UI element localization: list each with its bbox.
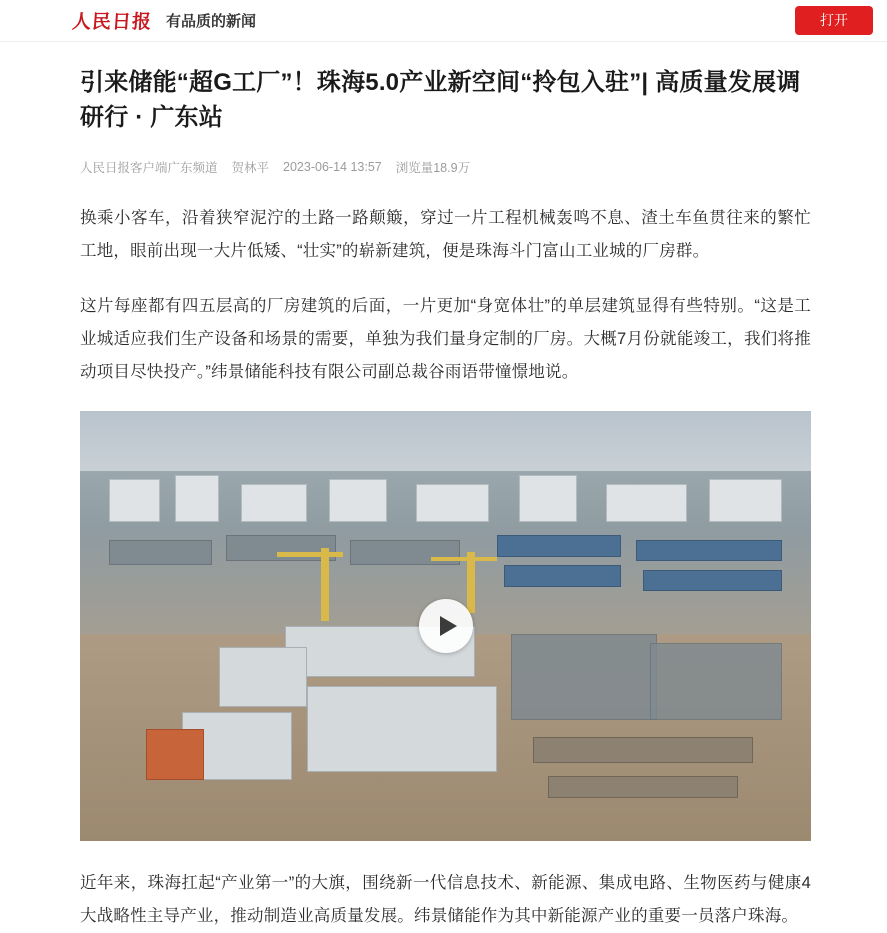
brand-logo[interactable] bbox=[72, 7, 152, 34]
article-body-after-video bbox=[80, 867, 811, 933]
video-factory-block bbox=[497, 535, 621, 557]
page-title: 引来储能“超G工厂”！珠海5.0产业新空间“拎包入驻”| 高质量发展调研行 · 广东站 bbox=[80, 69, 801, 131]
video-building bbox=[329, 479, 387, 522]
paragraph: 换乘小客车，沿着狭窄泥泞的土路一路颠簸，穿过一片工程机械轰鸣不息、渣土车鱼贯往来的繁忙工地，眼前出现一大片低矮、“壮实”的崭新建筑，便是珠海斗门富山工业城的厂房群。 bbox=[80, 208, 811, 260]
video-material-stack bbox=[533, 737, 752, 763]
video-warehouse-roof bbox=[307, 686, 497, 772]
video-material-stack bbox=[548, 776, 738, 798]
brand-slogan: 有品质的新闻 bbox=[166, 13, 257, 30]
video-factory-block bbox=[350, 540, 460, 566]
meta-views: 浏览量18.9万 bbox=[395, 160, 471, 175]
video-building bbox=[175, 475, 219, 522]
video-building bbox=[519, 475, 577, 522]
meta-author: 贺林平 bbox=[231, 160, 270, 175]
video-steel-frame bbox=[650, 643, 782, 720]
article-container bbox=[0, 42, 887, 933]
paragraph: 这片每座都有四五层高的厂房建筑的后面，一片更加“身宽体壮”的单层建筑显得有些特别。“这是工业城适应我们生产设备和场景的需要，单独为我们量身定制的厂房。大概7月份就能竣工，我们将推动项目尽快投产。”纬景储能科技有限公司副总裁谷雨语带憧憬地说。 bbox=[80, 296, 811, 381]
video-orange-structure bbox=[146, 729, 204, 781]
play-triangle-icon bbox=[440, 616, 457, 636]
top-bar bbox=[0, 0, 887, 42]
meta-datetime: 2023-06-14 13:57 bbox=[283, 159, 382, 174]
video-building bbox=[416, 484, 489, 523]
video-steel-frame bbox=[511, 634, 657, 720]
video-building bbox=[241, 484, 307, 523]
video-warehouse-roof bbox=[219, 647, 307, 707]
paragraph: 近年来，珠海扛起“产业第一”的大旗，围绕新一代信息技术、新能源、集成电路、生物医药与健康4大战略性主导产业，推动制造业高质量发展。纬景储能作为其中新能源产业的重要一员落户珠海。 bbox=[80, 873, 811, 925]
video-building bbox=[109, 479, 160, 522]
video-building bbox=[709, 479, 782, 522]
video-crane-arm bbox=[277, 552, 343, 556]
meta-source: 人民日报客户端广东频道 bbox=[80, 160, 218, 175]
video-factory-block bbox=[643, 570, 782, 592]
play-button[interactable] bbox=[419, 599, 473, 653]
video-factory-block bbox=[636, 540, 782, 562]
peoples-daily-logo: 人民日报 bbox=[71, 12, 153, 33]
video-factory-block bbox=[504, 565, 621, 587]
video-factory-block bbox=[226, 535, 336, 561]
video-crane-arm bbox=[431, 557, 497, 561]
video-crane bbox=[467, 552, 474, 612]
open-app-button[interactable]: 打开 bbox=[795, 6, 873, 35]
article-body bbox=[80, 202, 811, 389]
video-crane bbox=[321, 548, 328, 621]
article-video[interactable] bbox=[80, 411, 811, 841]
video-building bbox=[606, 484, 686, 523]
article-meta bbox=[80, 158, 811, 176]
video-factory-block bbox=[109, 540, 211, 566]
